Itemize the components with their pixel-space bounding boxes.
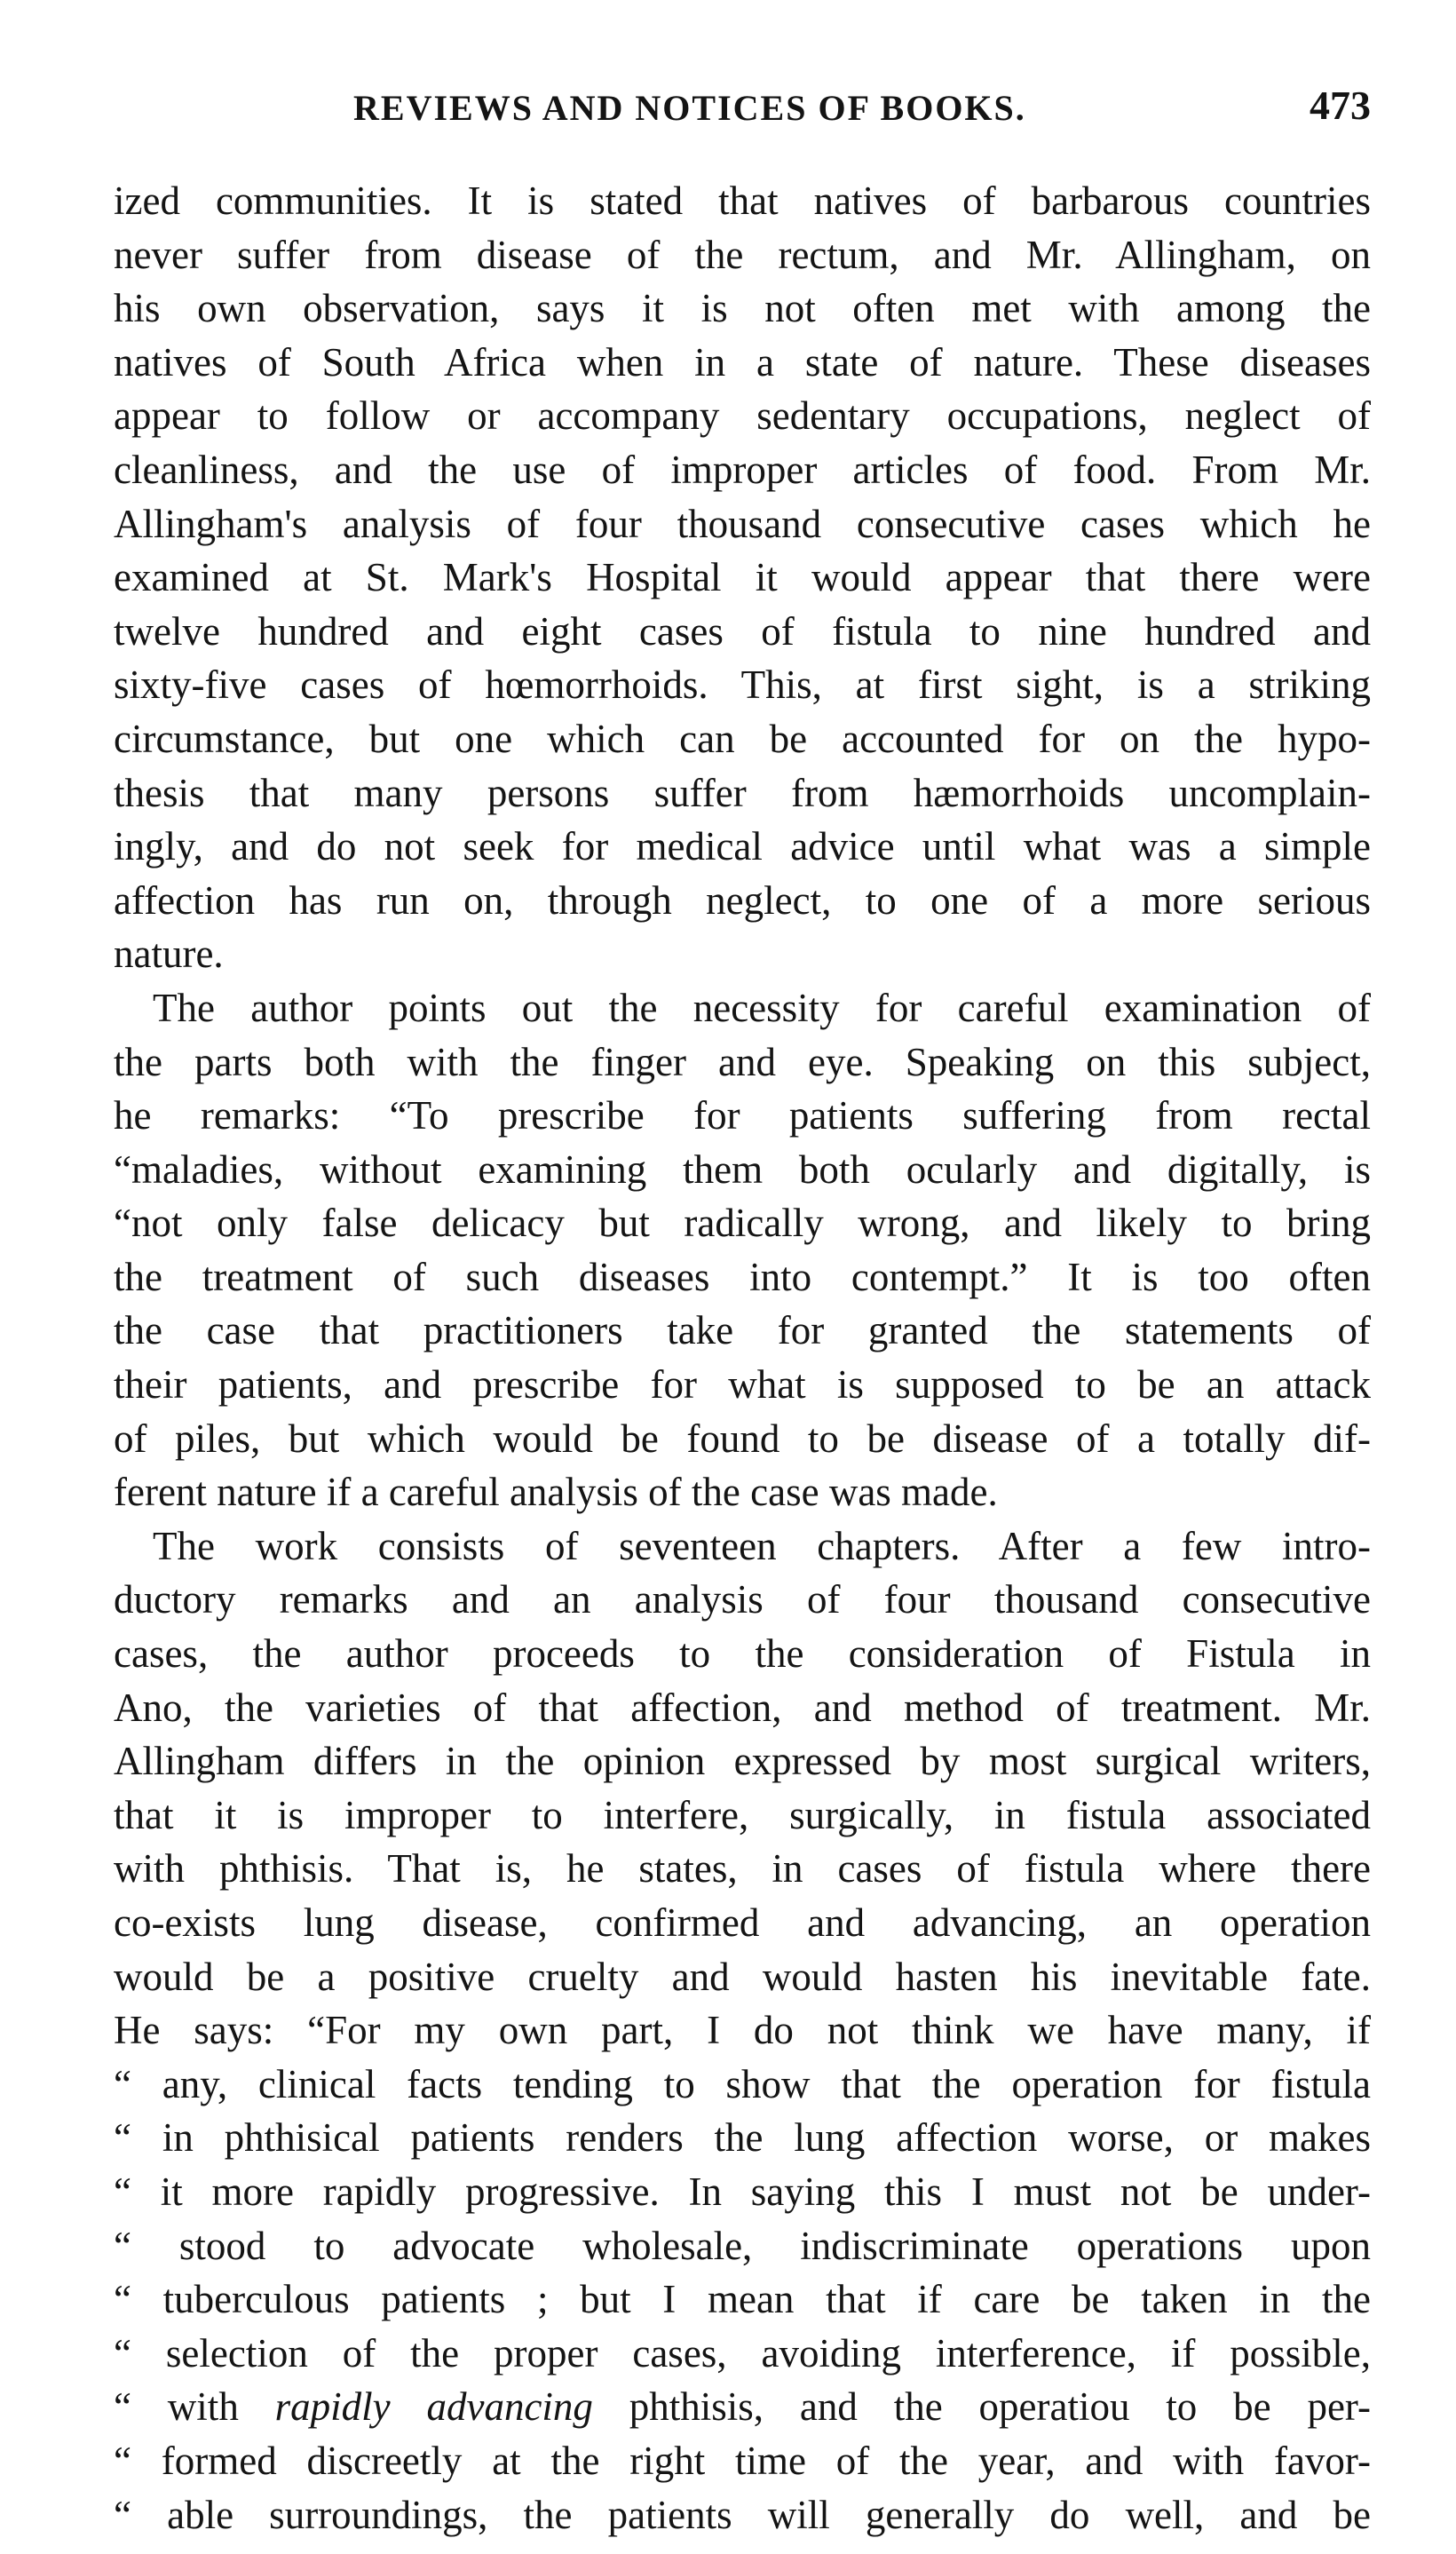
text-line: “ in phthisical patients renders the lung affection worse, or makes [114,2115,1371,2161]
text-line: “ able surroundings, the patients will generally do well, and be [114,2492,1371,2537]
text-line: cleanliness, and the use of improper articles of food. From Mr. [114,447,1371,492]
page-number: 473 [1310,83,1371,128]
paragraph-1 [114,174,1371,981]
running-head [114,0,1371,133]
text-fragment: “ with [114,2384,275,2430]
text-line: The work consists of seventeen chapters. After a few intro- [153,1523,1371,1568]
text-line: with phthisis. That is, he states, in cases of fistula where there [114,1846,1371,1892]
text-line: their patients, and prescribe for what is supposed to be an attack [114,1362,1371,1408]
text-line: the parts both with the finger and eye. Speaking on this subject, [114,1039,1371,1084]
text-line: sixty-five cases of hœmorrhoids. This, at first sight, is a striking [114,662,1371,708]
text-line: the case that practitioners take for granted the statements of [114,1308,1371,1353]
book-page [114,0,1371,2542]
text-line: “ it more rapidly progressive. In saying this I must not be under- [114,2169,1371,2214]
text-line: ferent nature if a careful analysis of the case was made. [114,1470,998,1515]
text-line: that it is improper to interfere, surgically, in fistula associated [114,1792,1371,1837]
text-line: his own observation, says it is not often met with among the [114,286,1371,331]
text-line: co-exists lung disease, confirmed and advancing, an operation [114,1900,1371,1945]
paragraph-3 [114,1519,1371,2542]
text-line: the treatment of such diseases into contempt.” It is too often [114,1254,1371,1299]
body-text [114,174,1371,2542]
text-fragment: phthisis, and the operatiou to be per- [592,2384,1371,2430]
italic-phrase: rapidly advancing [274,2384,593,2430]
text-line: would be a positive cruelty and would hasten his inevitable fate. [114,1954,1371,1999]
text-line: twelve hundred and eight cases of fistula to nine hundred and [114,608,1371,654]
text-line: “ tuberculous patients ; but I mean that if care be taken in the [114,2277,1371,2322]
text-line: of piles, but which would be found to be disease of a totally dif- [114,1416,1371,1461]
text-line: “ formed discreetly at the right time of the year, and with favor- [114,2438,1371,2483]
text-line: ductory remarks and an analysis of four thousand consecutive [114,1577,1371,1622]
text-line: nature. [114,932,224,977]
text-line: “maladies, without examining them both ocularly and digitally, is [114,1146,1371,1192]
paragraph-2 [114,981,1371,1519]
text-line: appear to follow or accompany sedentary occupations, neglect of [114,393,1371,439]
text-line: affection has run on, through neglect, to one of a more serious [114,877,1371,923]
text-line: ingly, and do not seek for medical advice until what was a simple [114,824,1371,869]
text-line: cases, the author proceeds to the consideration of Fistula in [114,1631,1371,1677]
text-line: Allingham differs in the opinion expressed by most surgical writers, [114,1739,1371,1784]
text-line: examined at St. Mark's Hospital it would appear that there were [114,555,1371,600]
text-line: “not only false delicacy but radically wrong, and likely to bring [114,1201,1371,1246]
text-line: he remarks: “To prescribe for patients suffering from rectal [114,1093,1371,1138]
text-line: never suffer from disease of the rectum, and Mr. Allingham, on [114,232,1371,277]
text-line: “ selection of the proper cases, avoiding interference, if possible, [114,2330,1371,2376]
text-line: The author points out the necessity for careful examination of [153,985,1371,1030]
text-line: Ano, the varieties of that affection, and method of treatment. Mr. [114,1685,1371,1730]
text-line: natives of South Africa when in a state of nature. These diseases [114,339,1371,385]
text-line: “ stood to advocate wholesale, indiscriminate operations upon [114,2223,1371,2268]
text-line: thesis that many persons suffer from hæmorrhoids uncomplain- [114,770,1371,815]
text-line: “ any, clinical facts tending to show that the operation for fistula [114,2061,1371,2106]
text-line: circumstance, but one which can be accounted for on the hypo- [114,716,1371,761]
text-line-with-italic [114,2380,1371,2434]
text-line: Allingham's analysis of four thousand consecutive cases which he [114,501,1371,546]
text-line: He says: “For my own part, I do not think we have many, if [114,2008,1371,2053]
text-line: ized communities. It is stated that natives of barbarous countries [114,178,1371,223]
running-head-title: REVIEWS AND NOTICES OF BOOKS. [353,88,1026,128]
